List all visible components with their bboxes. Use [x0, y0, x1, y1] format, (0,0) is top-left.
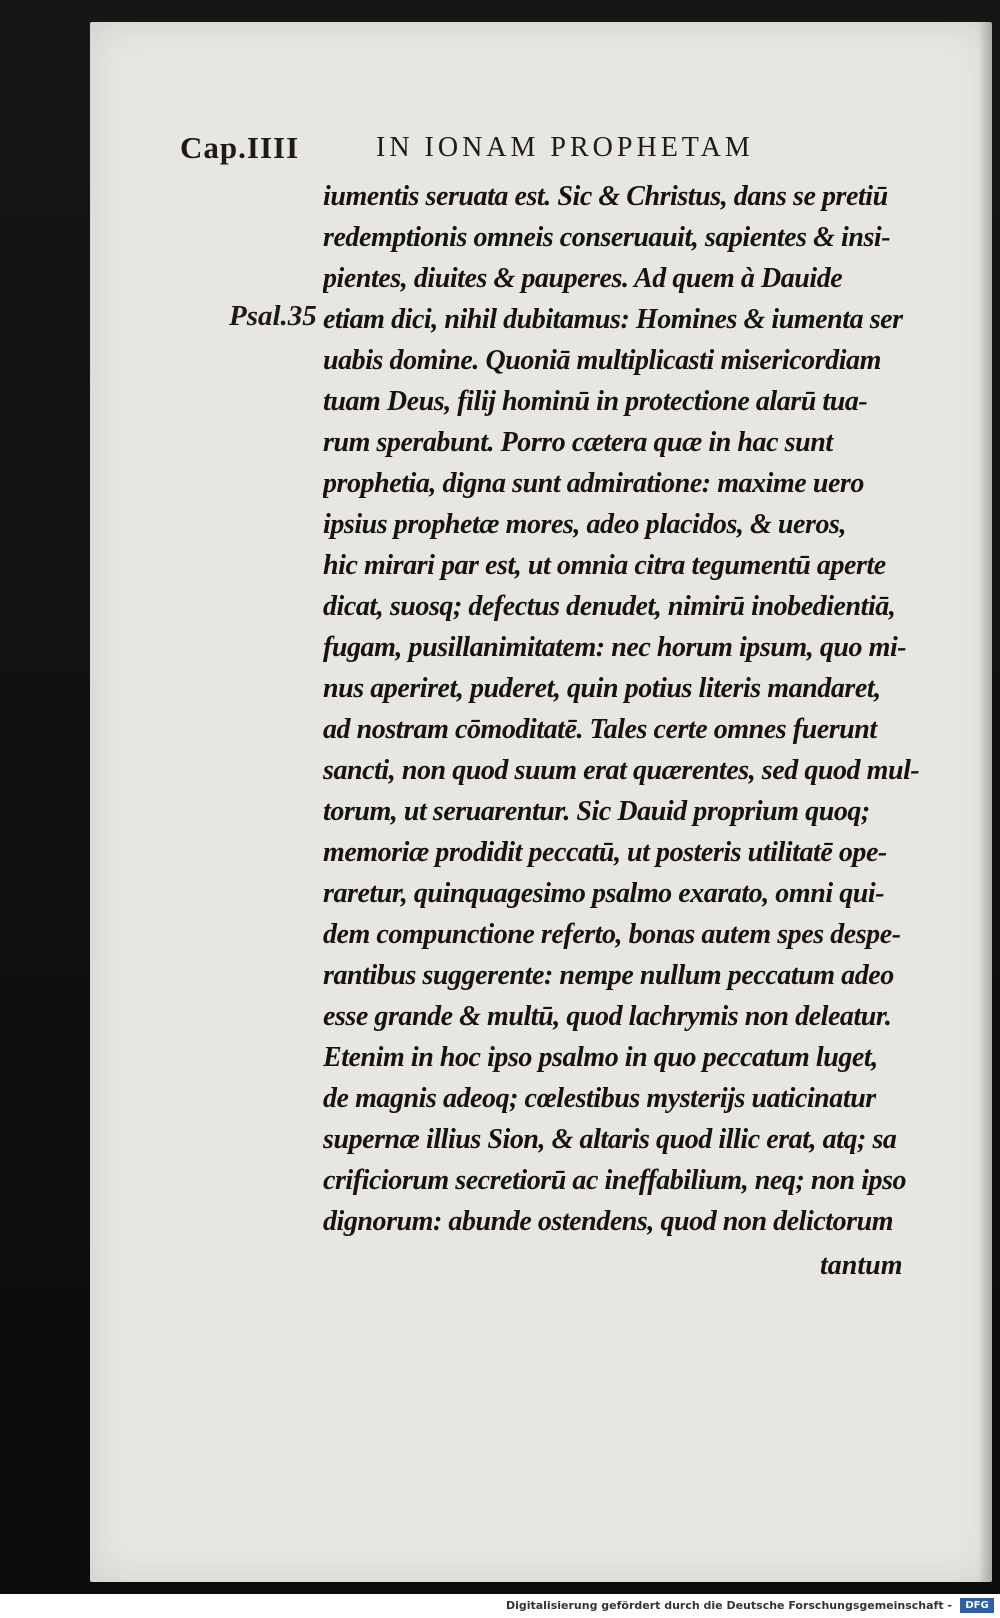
funding-notice: Digitalisierung gefördert durch die Deutsche Forschungsgemeinschaft - — [505, 1599, 952, 1612]
text-line: pientes, diuites & pauperes. Ad quem à Dauide — [323, 263, 843, 294]
text-line: sancti, non quod suum erat quærentes, sed quod mul- — [323, 755, 920, 786]
margin-note: Psal.35 — [229, 300, 317, 332]
body-text — [323, 176, 943, 1242]
text-line: Etenim in hoc ipso psalmo in quo peccatum luget, — [323, 1042, 878, 1073]
text-line: etiam dici, nihil dubitamus: Homines & iumenta ser — [323, 304, 903, 335]
text-line: hic mirari par est, ut omnia citra tegumentū aperte — [323, 550, 886, 581]
text-line: dem compunctione referto, bonas autem spes despe- — [323, 919, 901, 950]
page-edge-shadow — [978, 22, 992, 1582]
text-line: rantibus suggerente: nempe nullum peccatum adeo — [323, 960, 894, 991]
text-line: tuam Deus, filij hominū in protectione alarū tua- — [323, 386, 868, 417]
text-line: dicat, suosq; defectus denudet, nimirū inobedientiā, — [323, 591, 896, 622]
dfg-logo-icon: DFG — [960, 1598, 994, 1613]
text-line: nus aperiret, puderet, quin potius literis mandaret, — [323, 673, 881, 704]
book-title: IN IONAM PROPHETAM — [376, 132, 754, 163]
text-line: raretur, quinquagesimo psalmo exarato, omni qui- — [323, 878, 885, 909]
text-line: redemptionis omneis conseruauit, sapientes & insi- — [323, 222, 891, 253]
text-line: iumentis seruata est. Sic & Christus, dans se pretiū — [323, 181, 888, 212]
text-line: de magnis adeoq; cœlestibus mysterijs uaticinatur — [323, 1083, 876, 1114]
catchword: tantum — [820, 1250, 903, 1281]
running-head — [180, 130, 940, 174]
text-line: supernæ illius Sion, & altaris quod illic erat, atq; sa — [323, 1124, 897, 1155]
text-line: ipsius prophetæ mores, adeo placidos, & ueros, — [323, 509, 847, 540]
text-line: esse grande & multū, quod lachrymis non deleatur. — [323, 1001, 892, 1032]
text-line: fugam, pusillanimitatem: nec horum ipsum, quo mi- — [323, 632, 907, 663]
text-line: uabis domine. Quoniā multiplicasti misericordiam — [323, 345, 881, 376]
chapter-label: Cap.IIII — [180, 130, 300, 165]
text-line: memoriæ prodidit peccatū, ut posteris utilitatē ope- — [323, 837, 887, 868]
text-line: dignorum: abunde ostendens, quod non delictorum — [323, 1206, 894, 1237]
text-line: prophetia, digna sunt admiratione: maxime uero — [323, 468, 864, 499]
text-line: crificiorum secretiorū ac ineffabilium, neq; non ipso — [323, 1165, 907, 1196]
text-line: rum sperabunt. Porro cætera quæ in hac sunt — [323, 427, 833, 458]
digitization-footer — [0, 1594, 1000, 1618]
text-line: torum, ut seruarentur. Sic Dauid proprium quoq; — [323, 796, 870, 827]
text-line: ad nostram cōmoditatē. Tales certe omnes fuerunt — [323, 714, 877, 745]
